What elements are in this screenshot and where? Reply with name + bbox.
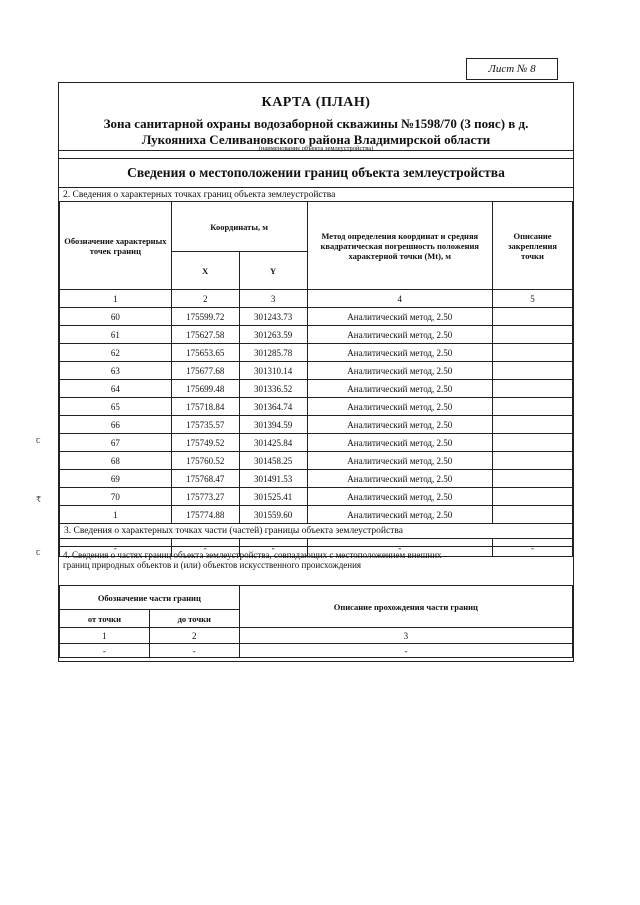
object-name: [59, 116, 573, 148]
header-point: Обозначение характерных точек границ: [60, 202, 172, 290]
cell-method: Аналитический метод, 2.50: [307, 326, 493, 344]
cell-desc: [493, 488, 573, 506]
object-name-line1: Зона санитарной охраны водозаборной скважины №1598/70 (3 пояс) в д.: [103, 116, 529, 131]
cell-y: 301364.74: [239, 398, 307, 416]
numbering-cell: 3: [239, 290, 307, 308]
margin-mark: ꞇ: [36, 436, 41, 445]
cell-desc: [493, 344, 573, 362]
numbering-cell: 1: [60, 290, 172, 308]
table-row: [60, 470, 573, 488]
cell-method: Аналитический метод, 2.50: [307, 362, 493, 380]
cell-point: 63: [60, 362, 172, 380]
cell-method: Аналитический метод, 2.50: [307, 416, 493, 434]
header-method: Метод определения координат и средняя квадратическая погрешность положения характерной точки (Mt), м: [307, 202, 493, 290]
dash-cell: -: [493, 539, 573, 557]
cell-y: 301285.78: [239, 344, 307, 362]
section-title: Сведения о местоположении границ объекта землеустройства: [127, 165, 505, 180]
section4-title-line1: 4. Сведения о частях границ объекта землеустройства, совпадающих с местоположением внешних: [63, 550, 442, 560]
table-row: [60, 434, 573, 452]
numbering-cell: 2: [149, 628, 239, 644]
header-to: до точки: [149, 610, 239, 628]
numbering-cell: 5: [493, 290, 573, 308]
cell-x: 175677.68: [171, 362, 239, 380]
table-row: [60, 398, 573, 416]
cell-x: 175653.65: [171, 344, 239, 362]
section4-title: [63, 550, 442, 570]
cell-y: 301310.14: [239, 362, 307, 380]
header-coords: Координаты, м: [171, 202, 307, 252]
cell-y: 301336.52: [239, 380, 307, 398]
cell-x: 175627.58: [171, 326, 239, 344]
cell-point: 60: [60, 308, 172, 326]
numbering-row: [60, 290, 573, 308]
cell-desc: [493, 416, 573, 434]
cell-point: 65: [60, 398, 172, 416]
cell-method: Аналитический метод, 2.50: [307, 398, 493, 416]
cell-y: 301394.59: [239, 416, 307, 434]
cell-x: 175760.52: [171, 452, 239, 470]
table-row: [60, 308, 573, 326]
cell-desc: [493, 326, 573, 344]
table-row: [60, 452, 573, 470]
cell-method: Аналитический метод, 2.50: [307, 452, 493, 470]
cell-y: 301263.59: [239, 326, 307, 344]
cell-x: 175774.88: [171, 506, 239, 524]
object-name-caption: (наименование объекта землеустройства): [258, 145, 374, 152]
table-row: [60, 362, 573, 380]
cell-x: 175718.84: [171, 398, 239, 416]
cell-desc: [493, 452, 573, 470]
table-row: [60, 380, 573, 398]
header-x: X: [171, 252, 239, 290]
cell-desc: [493, 506, 573, 524]
dash-cell: -: [239, 539, 307, 557]
cell-y: 301243.73: [239, 308, 307, 326]
document-title: КАРТА (ПЛАН): [261, 95, 371, 110]
margin-mark: ₹: [36, 495, 42, 504]
cell-desc: [493, 380, 573, 398]
dash-cell: -: [149, 644, 239, 658]
table-row: [60, 416, 573, 434]
table-row: [60, 344, 573, 362]
cell-desc: [493, 362, 573, 380]
header-from: от точки: [60, 610, 150, 628]
numbering-cell: 3: [239, 628, 572, 644]
table-row: [60, 326, 573, 344]
boundary-points-table: [59, 201, 573, 557]
divider-line: [59, 187, 573, 188]
numbering-cell: 4: [307, 290, 493, 308]
cell-y: 301559.60: [239, 506, 307, 524]
object-name-line2: Лукояниха Селивановского района Владимирской области: [141, 132, 491, 147]
boundary-parts-table: [59, 585, 573, 658]
header-part-description: Описание прохождения части границ: [239, 586, 572, 628]
header-designation: Обозначение части границ: [60, 586, 240, 610]
cell-x: 175699.48: [171, 380, 239, 398]
margin-mark: ꞇ: [36, 548, 41, 557]
header-description: Описание закрепления точки: [493, 202, 573, 290]
section4-title-line2: границ природных объектов и (или) объектов искусственного происхождения: [63, 560, 362, 570]
cell-desc: [493, 434, 573, 452]
table-row: [60, 644, 573, 658]
cell-point: 70: [60, 488, 172, 506]
cell-point: 68: [60, 452, 172, 470]
dash-cell: -: [307, 539, 493, 557]
document-frame: [58, 82, 574, 662]
sheet-number-label: Лист № 8: [466, 58, 558, 80]
cell-method: Аналитический метод, 2.50: [307, 434, 493, 452]
dash-cell: -: [171, 539, 239, 557]
dash-cell: -: [60, 644, 150, 658]
numbering-cell: 1: [60, 628, 150, 644]
cell-point: 66: [60, 416, 172, 434]
cell-desc: [493, 470, 573, 488]
cell-y: 301525.41: [239, 488, 307, 506]
cell-method: Аналитический метод, 2.50: [307, 506, 493, 524]
cell-point: 69: [60, 470, 172, 488]
divider-line: [59, 158, 573, 159]
numbering-row: [60, 628, 573, 644]
cell-point: 64: [60, 380, 172, 398]
table-row: [60, 488, 573, 506]
cell-method: Аналитический метод, 2.50: [307, 344, 493, 362]
cell-method: Аналитический метод, 2.50: [307, 488, 493, 506]
cell-point: 67: [60, 434, 172, 452]
header-y: Y: [239, 252, 307, 290]
table-row: [60, 506, 573, 524]
cell-desc: [493, 398, 573, 416]
section3-title: 3. Сведения о характерных точках части (частей) границы объекта землеустройства: [60, 524, 573, 539]
dash-cell: -: [60, 539, 172, 557]
cell-x: 175773.27: [171, 488, 239, 506]
divider-line: [59, 546, 573, 547]
cell-x: 175735.57: [171, 416, 239, 434]
cell-method: Аналитический метод, 2.50: [307, 380, 493, 398]
cell-desc: [493, 308, 573, 326]
cell-point: 62: [60, 344, 172, 362]
section2-title: 2. Сведения о характерных точках границ объекта землеустройства: [63, 190, 336, 200]
numbering-cell: 2: [171, 290, 239, 308]
cell-x: 175768.47: [171, 470, 239, 488]
cell-y: 301458.25: [239, 452, 307, 470]
dash-cell: -: [239, 644, 572, 658]
cell-method: Аналитический метод, 2.50: [307, 308, 493, 326]
cell-y: 301425.84: [239, 434, 307, 452]
cell-point: 61: [60, 326, 172, 344]
cell-x: 175599.72: [171, 308, 239, 326]
cell-method: Аналитический метод, 2.50: [307, 470, 493, 488]
cell-x: 175749.52: [171, 434, 239, 452]
cell-y: 301491.53: [239, 470, 307, 488]
cell-point: 1: [60, 506, 172, 524]
